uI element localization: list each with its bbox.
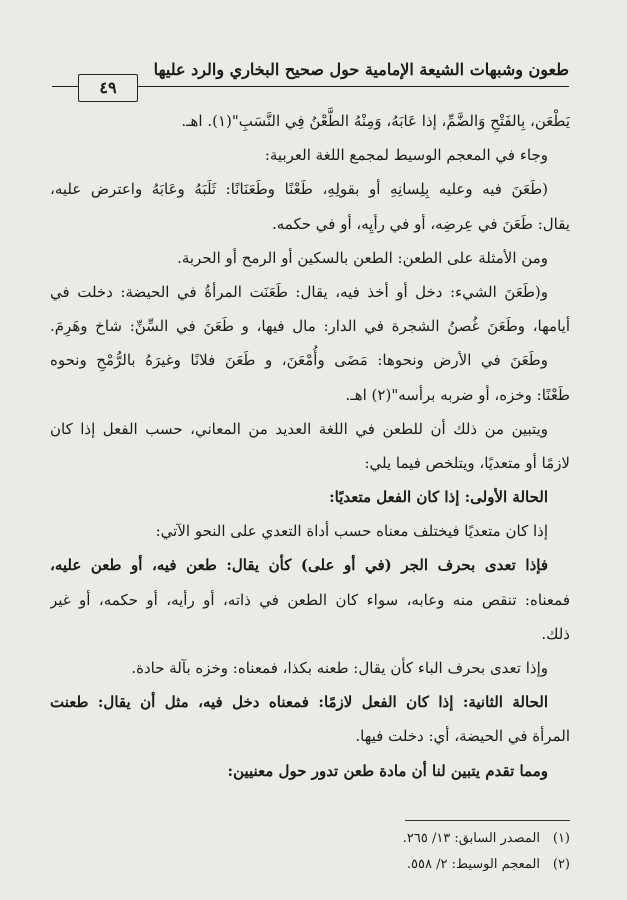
text-line: الحالة الأولى: إذا كان الفعل متعديًا: <box>329 488 548 507</box>
footnote-separator <box>405 820 570 821</box>
text-line: وإذا تعدى بحرف الباء كأن يقال: طعنه بكذا، فمعناه: وخزه بآلة حادة. <box>131 659 548 677</box>
text-line: (طَعَنَ فيه وعليه بِلِسانِهِ أو بقولِهِ، طَعْنًا وطَعَنَانًا: ثَلَبَهُ وعَابَهُ واعترض عليه، <box>50 180 548 199</box>
text-line: ويتبين من ذلك أن للطعن في اللغة العديد من المعاني، حسب الفعل إذا كان <box>50 419 548 438</box>
text-line: يقال: طَعَنَ في عِرضِه، أو في رأيِه، أو في حكمه. <box>272 214 570 233</box>
text-line: فمعناه: تنقص منه وعابه، سواء كان الطعن في ذاته، أو رأيه، أو حكمه، أو غير <box>50 590 570 609</box>
text-line: يَطْعَن، بِالفَتْحِ وَالضَّمِّ، إذا عَابَهُ، وَمِنْهُ الطَّعْنُ فِي النَّسَبِ"(١). اهـ. <box>181 112 570 130</box>
footnote-number: (١) <box>552 831 570 846</box>
text-line: وجاء في المعجم الوسيط لمجمع اللغة العربية: <box>264 146 548 165</box>
text-line: ذلك. <box>541 624 570 643</box>
text-line: إذا كان متعديًا فيختلف معناه حسب أداة التعدي على النحو الآتي: <box>155 522 548 541</box>
text-line: لازمًا أو متعديًا، ويتلخص فيما يلي: <box>364 453 570 472</box>
text-line: طَعْنًا: وخزه، أو ضربه برأسه"(٢) اهـ. <box>345 385 570 404</box>
footnote-number: (٢) <box>552 857 570 872</box>
text-line: أيامها، وطَعَنَ غُصنُ الشجرة في الدار: مال فيها، و طَعَنَ في السِّنِّ: شاخ وهَرِمَ. <box>50 317 570 336</box>
text-line: ومما تقدم يتبين لنا أن مادة طعن تدور حول معنيين: <box>227 761 548 780</box>
page-number: ٤٩ <box>78 74 138 102</box>
body-text <box>50 104 570 788</box>
text-line: فإذا تعدى بحرف الجر (في أو على) كأن يقال: طعن فيه، أو طعن عليه، <box>50 556 548 575</box>
footnote-text: المصدر السابق: ١٣/ ٢٦٥. <box>402 831 540 846</box>
text-line: ومن الأمثلة على الطعن: الطعن بالسكين أو الرمح أو الحربة. <box>177 248 548 267</box>
text-line: و(طَعَنَ الشيء: دخل أو أخذ فيه، يقال: طَعَنَت المرأةُ في الحيضة: دخلت في <box>50 282 548 301</box>
page-header <box>52 60 569 96</box>
footnote <box>200 826 570 852</box>
running-title: طعون وشبهات الشيعة الإمامية حول صحيح البخاري والرد عليها <box>153 60 569 79</box>
text-line: وطَعَنَ في الأرض ونحوها: مَضَى وأُمْعَنَ، و طَعَنَ فلانًا وغيرَهُ بالرُّمْحِ ونحوه <box>50 351 548 370</box>
footnotes <box>200 826 570 878</box>
text-line: المرأة في الحيضة، أي: دخلت فيها. <box>355 727 570 746</box>
footnote-text: المعجم الوسيط: ٢/ ٥٥٨. <box>406 857 540 872</box>
text-line: الحالة الثانية: إذا كان الفعل لازمًا: فمعناه دخل فيه، مثل أن يقال: طعنت <box>50 693 548 712</box>
footnote <box>200 852 570 878</box>
